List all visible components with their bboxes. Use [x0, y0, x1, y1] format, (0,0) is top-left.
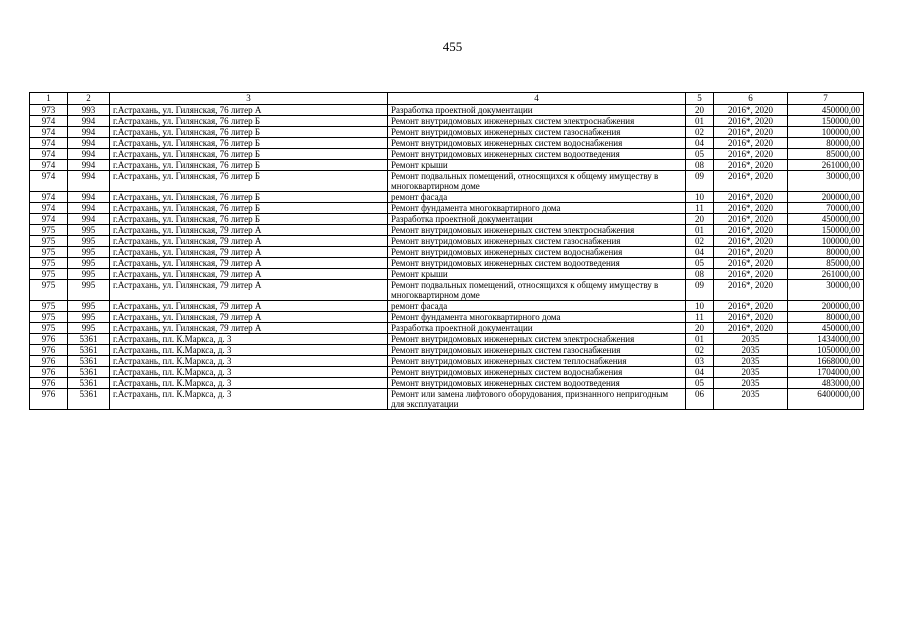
work-code-cell: 02 [686, 236, 714, 247]
work-code-cell: 05 [686, 149, 714, 160]
work-type-cell: Ремонт внутридомовых инженерных систем водоотведения [388, 378, 686, 389]
row-number-cell: 975 [30, 323, 68, 334]
work-type-cell: Разработка проектной документации [388, 214, 686, 225]
cost-cell: 450000,00 [788, 214, 864, 225]
row-number-cell: 976 [30, 356, 68, 367]
work-code-cell: 08 [686, 269, 714, 280]
table-row [30, 236, 864, 247]
row-number-cell: 975 [30, 312, 68, 323]
house-id-cell: 995 [68, 323, 110, 334]
row-number-cell: 974 [30, 127, 68, 138]
cost-cell: 261000,00 [788, 269, 864, 280]
address-cell: г.Астрахань, пл. К.Маркса, д. 3 [110, 378, 388, 389]
address-cell: г.Астрахань, ул. Гилянская, 76 литер Б [110, 138, 388, 149]
address-cell: г.Астрахань, ул. Гилянская, 79 литер А [110, 225, 388, 236]
house-id-cell: 995 [68, 280, 110, 301]
table-row [30, 138, 864, 149]
period-cell: 2035 [714, 345, 788, 356]
address-cell: г.Астрахань, ул. Гилянская, 76 литер Б [110, 160, 388, 171]
work-type-cell: ремонт фасада [388, 301, 686, 312]
table-row [30, 105, 864, 116]
house-id-cell: 5361 [68, 345, 110, 356]
work-type-cell: Ремонт крыши [388, 160, 686, 171]
row-number-cell: 976 [30, 389, 68, 410]
cost-cell: 85000,00 [788, 258, 864, 269]
work-type-cell: Ремонт внутридомовых инженерных систем электроснабжения [388, 334, 686, 345]
period-cell: 2016*, 2020 [714, 225, 788, 236]
house-id-cell: 5361 [68, 356, 110, 367]
period-cell: 2016*, 2020 [714, 192, 788, 203]
period-cell: 2016*, 2020 [714, 312, 788, 323]
period-cell: 2016*, 2020 [714, 105, 788, 116]
page-number: 455 [442, 39, 463, 54]
house-id-cell: 995 [68, 301, 110, 312]
cost-cell: 6400000,00 [788, 389, 864, 410]
house-id-cell: 995 [68, 236, 110, 247]
table-row [30, 203, 864, 214]
work-type-cell: Ремонт подвальных помещений, относящихся к общему имуществу в многоквартирном доме [388, 171, 686, 192]
address-cell: г.Астрахань, ул. Гилянская, 79 литер А [110, 236, 388, 247]
work-code-cell: 04 [686, 367, 714, 378]
work-code-cell: 02 [686, 127, 714, 138]
address-cell: г.Астрахань, ул. Гилянская, 79 литер А [110, 312, 388, 323]
cost-cell: 1668000,00 [788, 356, 864, 367]
row-number-cell: 974 [30, 149, 68, 160]
period-cell: 2016*, 2020 [714, 160, 788, 171]
house-id-cell: 994 [68, 138, 110, 149]
work-type-cell: Ремонт внутридомовых инженерных систем водоотведения [388, 149, 686, 160]
cost-cell: 80000,00 [788, 312, 864, 323]
work-type-cell: Разработка проектной документации [388, 323, 686, 334]
address-cell: г.Астрахань, ул. Гилянская, 79 литер А [110, 247, 388, 258]
table-row [30, 345, 864, 356]
work-type-cell: Ремонт внутридомовых инженерных систем теплоснабжения [388, 356, 686, 367]
work-code-cell: 09 [686, 171, 714, 192]
work-type-cell: Ремонт внутридомовых инженерных систем газоснабжения [388, 127, 686, 138]
table-row [30, 312, 864, 323]
period-cell: 2016*, 2020 [714, 149, 788, 160]
work-code-cell: 10 [686, 301, 714, 312]
cost-cell: 1704000,00 [788, 367, 864, 378]
house-id-cell: 995 [68, 225, 110, 236]
work-code-cell: 09 [686, 280, 714, 301]
period-cell: 2016*, 2020 [714, 138, 788, 149]
cost-cell: 80000,00 [788, 247, 864, 258]
work-code-cell: 04 [686, 138, 714, 149]
house-id-cell: 5361 [68, 334, 110, 345]
address-cell: г.Астрахань, пл. К.Маркса, д. 3 [110, 389, 388, 410]
table-row [30, 149, 864, 160]
period-cell: 2035 [714, 334, 788, 345]
row-number-cell: 974 [30, 138, 68, 149]
work-type-cell: Ремонт внутридомовых инженерных систем водоснабжения [388, 367, 686, 378]
repair-schedule-table [29, 92, 864, 410]
cost-cell: 85000,00 [788, 149, 864, 160]
period-cell: 2035 [714, 356, 788, 367]
address-cell: г.Астрахань, ул. Гилянская, 79 литер А [110, 269, 388, 280]
work-type-cell: Ремонт внутридомовых инженерных систем водоотведения [388, 258, 686, 269]
address-cell: г.Астрахань, ул. Гилянская, 79 литер А [110, 258, 388, 269]
period-cell: 2016*, 2020 [714, 203, 788, 214]
row-number-cell: 974 [30, 160, 68, 171]
table-row [30, 214, 864, 225]
work-type-cell: Разработка проектной документации [388, 105, 686, 116]
table-row [30, 389, 864, 410]
table-row [30, 280, 864, 301]
row-number-cell: 974 [30, 203, 68, 214]
address-cell: г.Астрахань, ул. Гилянская, 76 литер Б [110, 214, 388, 225]
period-cell: 2016*, 2020 [714, 171, 788, 192]
cost-cell: 30000,00 [788, 171, 864, 192]
row-number-cell: 975 [30, 247, 68, 258]
table-row [30, 225, 864, 236]
work-code-cell: 04 [686, 247, 714, 258]
address-cell: г.Астрахань, ул. Гилянская, 76 литер Б [110, 192, 388, 203]
period-cell: 2035 [714, 367, 788, 378]
table-row [30, 192, 864, 203]
work-code-cell: 06 [686, 389, 714, 410]
column-header: 5 [686, 93, 714, 105]
column-header: 7 [788, 93, 864, 105]
house-id-cell: 993 [68, 105, 110, 116]
row-number-cell: 975 [30, 258, 68, 269]
address-cell: г.Астрахань, пл. К.Маркса, д. 3 [110, 345, 388, 356]
work-type-cell: Ремонт внутридомовых инженерных систем водоснабжения [388, 247, 686, 258]
work-code-cell: 01 [686, 116, 714, 127]
address-cell: г.Астрахань, пл. К.Маркса, д. 3 [110, 367, 388, 378]
work-code-cell: 08 [686, 160, 714, 171]
house-id-cell: 995 [68, 258, 110, 269]
work-type-cell: Ремонт подвальных помещений, относящихся к общему имуществу в многоквартирном доме [388, 280, 686, 301]
row-number-cell: 976 [30, 367, 68, 378]
cost-cell: 150000,00 [788, 116, 864, 127]
cost-cell: 1050000,00 [788, 345, 864, 356]
row-number-cell: 975 [30, 225, 68, 236]
cost-cell: 150000,00 [788, 225, 864, 236]
table-row [30, 247, 864, 258]
address-cell: г.Астрахань, ул. Гилянская, 76 литер Б [110, 203, 388, 214]
work-type-cell: Ремонт фундамента многоквартирного дома [388, 203, 686, 214]
work-code-cell: 20 [686, 214, 714, 225]
address-cell: г.Астрахань, ул. Гилянская, 76 литер Б [110, 127, 388, 138]
table-row [30, 378, 864, 389]
row-number-cell: 974 [30, 214, 68, 225]
address-cell: г.Астрахань, пл. К.Маркса, д. 3 [110, 334, 388, 345]
period-cell: 2016*, 2020 [714, 301, 788, 312]
table-row [30, 171, 864, 192]
table-row [30, 160, 864, 171]
work-code-cell: 11 [686, 203, 714, 214]
work-code-cell: 02 [686, 345, 714, 356]
table-row [30, 301, 864, 312]
work-type-cell: Ремонт внутридомовых инженерных систем водоснабжения [388, 138, 686, 149]
table-row [30, 116, 864, 127]
table-row [30, 258, 864, 269]
work-code-cell: 01 [686, 225, 714, 236]
cost-cell: 100000,00 [788, 127, 864, 138]
work-code-cell: 20 [686, 105, 714, 116]
house-id-cell: 994 [68, 160, 110, 171]
cost-cell: 483000,00 [788, 378, 864, 389]
period-cell: 2035 [714, 389, 788, 410]
row-number-cell: 975 [30, 301, 68, 312]
cost-cell: 1434000,00 [788, 334, 864, 345]
row-number-cell: 974 [30, 116, 68, 127]
column-number-row [30, 93, 864, 105]
work-code-cell: 20 [686, 323, 714, 334]
row-number-cell: 976 [30, 378, 68, 389]
row-number-cell: 976 [30, 345, 68, 356]
work-code-cell: 01 [686, 334, 714, 345]
house-id-cell: 995 [68, 247, 110, 258]
cost-cell: 200000,00 [788, 301, 864, 312]
house-id-cell: 994 [68, 192, 110, 203]
house-id-cell: 995 [68, 312, 110, 323]
row-number-cell: 975 [30, 269, 68, 280]
cost-cell: 450000,00 [788, 323, 864, 334]
work-type-cell: Ремонт внутридомовых инженерных систем газоснабжения [388, 345, 686, 356]
address-cell: г.Астрахань, ул. Гилянская, 79 литер А [110, 301, 388, 312]
cost-cell: 200000,00 [788, 192, 864, 203]
work-code-cell: 10 [686, 192, 714, 203]
column-header: 3 [110, 93, 388, 105]
period-cell: 2016*, 2020 [714, 280, 788, 301]
work-code-cell: 05 [686, 258, 714, 269]
period-cell: 2016*, 2020 [714, 116, 788, 127]
cost-cell: 80000,00 [788, 138, 864, 149]
cost-cell: 70000,00 [788, 203, 864, 214]
work-code-cell: 05 [686, 378, 714, 389]
row-number-cell: 975 [30, 280, 68, 301]
period-cell: 2016*, 2020 [714, 236, 788, 247]
table-body [30, 105, 864, 410]
cost-cell: 100000,00 [788, 236, 864, 247]
row-number-cell: 973 [30, 105, 68, 116]
house-id-cell: 994 [68, 171, 110, 192]
period-cell: 2016*, 2020 [714, 214, 788, 225]
table-row [30, 356, 864, 367]
row-number-cell: 975 [30, 236, 68, 247]
address-cell: г.Астрахань, ул. Гилянская, 76 литер Б [110, 116, 388, 127]
period-cell: 2016*, 2020 [714, 269, 788, 280]
address-cell: г.Астрахань, ул. Гилянская, 76 литер А [110, 105, 388, 116]
table-row [30, 269, 864, 280]
work-type-cell: Ремонт крыши [388, 269, 686, 280]
address-cell: г.Астрахань, ул. Гилянская, 79 литер А [110, 323, 388, 334]
row-number-cell: 976 [30, 334, 68, 345]
table-row [30, 367, 864, 378]
column-header: 4 [388, 93, 686, 105]
column-header: 2 [68, 93, 110, 105]
house-id-cell: 5361 [68, 367, 110, 378]
period-cell: 2016*, 2020 [714, 258, 788, 269]
table-row [30, 323, 864, 334]
house-id-cell: 995 [68, 269, 110, 280]
work-type-cell: Ремонт фундамента многоквартирного дома [388, 312, 686, 323]
period-cell: 2016*, 2020 [714, 323, 788, 334]
column-header: 1 [30, 93, 68, 105]
period-cell: 2035 [714, 378, 788, 389]
work-type-cell: Ремонт внутридомовых инженерных систем газоснабжения [388, 236, 686, 247]
cost-cell: 30000,00 [788, 280, 864, 301]
work-type-cell: ремонт фасада [388, 192, 686, 203]
house-id-cell: 994 [68, 116, 110, 127]
house-id-cell: 994 [68, 214, 110, 225]
table-row [30, 127, 864, 138]
address-cell: г.Астрахань, ул. Гилянская, 76 литер Б [110, 171, 388, 192]
period-cell: 2016*, 2020 [714, 247, 788, 258]
house-id-cell: 994 [68, 203, 110, 214]
period-cell: 2016*, 2020 [714, 127, 788, 138]
work-type-cell: Ремонт внутридомовых инженерных систем электроснабжения [388, 225, 686, 236]
cost-cell: 261000,00 [788, 160, 864, 171]
address-cell: г.Астрахань, пл. К.Маркса, д. 3 [110, 356, 388, 367]
house-id-cell: 5361 [68, 389, 110, 410]
address-cell: г.Астрахань, ул. Гилянская, 76 литер Б [110, 149, 388, 160]
work-type-cell: Ремонт внутридомовых инженерных систем электроснабжения [388, 116, 686, 127]
address-cell: г.Астрахань, ул. Гилянская, 79 литер А [110, 280, 388, 301]
work-type-cell: Ремонт или замена лифтового оборудования, признанного непригодным для эксплуатации [388, 389, 686, 410]
column-header: 6 [714, 93, 788, 105]
work-code-cell: 11 [686, 312, 714, 323]
work-code-cell: 03 [686, 356, 714, 367]
cost-cell: 450000,00 [788, 105, 864, 116]
house-id-cell: 994 [68, 127, 110, 138]
row-number-cell: 974 [30, 192, 68, 203]
house-id-cell: 5361 [68, 378, 110, 389]
house-id-cell: 994 [68, 149, 110, 160]
table-row [30, 334, 864, 345]
row-number-cell: 974 [30, 171, 68, 192]
